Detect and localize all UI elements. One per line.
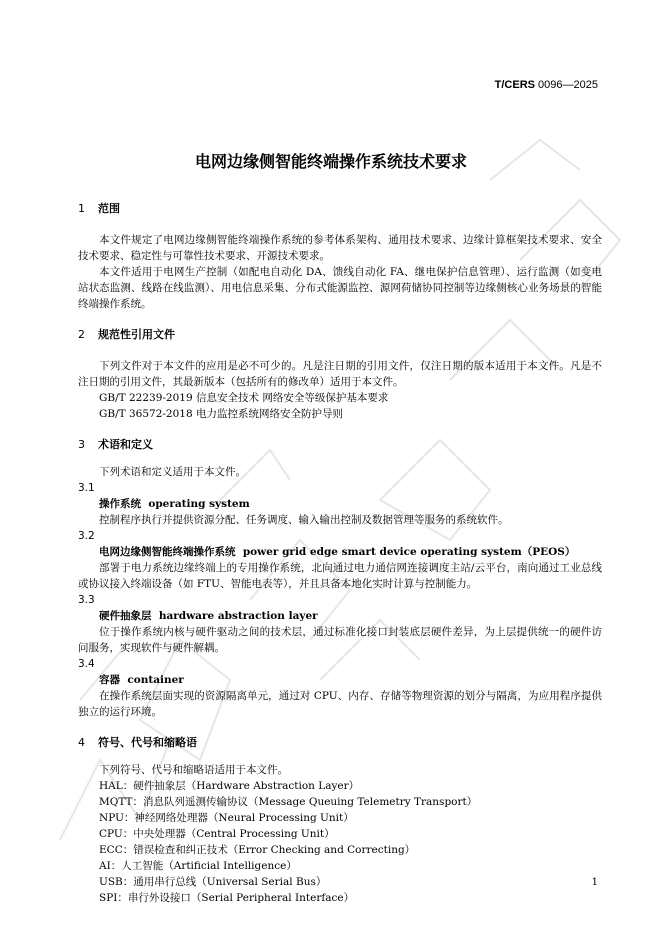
term-title [78, 496, 602, 512]
section-3-heading [78, 436, 602, 454]
document-title: 电网边缘侧智能终端操作系统技术要求 [194, 152, 467, 171]
doc-code: T/CERS [494, 79, 535, 91]
abbreviation-item: MQTT：消息队列遥测传输协议（Message Queuing Telemetry Transport） [99, 796, 478, 808]
section-title: 规范性引用文件 [98, 328, 175, 341]
section-4-heading [78, 734, 602, 752]
document-number [495, 79, 598, 91]
term-zh: 硬件抽象层 [99, 610, 152, 622]
term-definition: 在操作系统层面实现的资源隔离单元，通过对 CPU、内存、存储等物理资源的划分与隔离，为应用程序提供独立的运行环境。 [78, 690, 602, 718]
term-definition: 控制程序执行并提供资源分配、任务调度、输入输出控制及数据管理等服务的系统软件。 [99, 514, 509, 526]
reference-item: GB/T 22239-2019 信息安全技术 网络安全等级保护基本要求 [99, 392, 389, 404]
paragraph: 下列术语和定义适用于本文件。 [99, 466, 246, 478]
document-body [78, 200, 602, 906]
term-number: 3.2 [78, 530, 95, 542]
section-number: 1 [78, 202, 85, 215]
abbreviation-item: AI：人工智能（Artificial Intelligence） [99, 860, 297, 872]
section-title: 范围 [98, 202, 120, 215]
abbreviation-item: SPI：串行外设接口（Serial Peripheral Interface） [99, 892, 355, 904]
section-title: 符号、代号和缩略语 [98, 736, 197, 749]
term-zh: 操作系统 [99, 498, 141, 510]
term-definition: 部署于电力系统边缘终端上的专用操作系统，北向通过电力通信网连接调度主站/云平台，南向通过工业总线或协议接入终端设备（如 FTU、智能电表等），并且具备本地化实时计算与控制能力。 [78, 562, 602, 590]
abbreviation-item: HAL：硬件抽象层（Hardware Abstraction Layer） [99, 780, 360, 792]
section-1-heading [78, 200, 602, 218]
doc-year-number: 0096—2025 [538, 79, 598, 91]
paragraph: 本文件适用于电网生产控制（如配电自动化 DA、馈线自动化 FA、继电保护信息管理）、运行监测（如变电站状态监测、线路在线监测）、用电信息采集、分布式能源监控、源网荷储协同控制等边缘侧核心业务场景的智能终端操作系统。 [78, 266, 602, 310]
term-definition: 位于操作系统内核与硬件驱动之间的技术层，通过标准化接口封装底层硬件差异，为上层提供统一的硬件访问服务，实现软件与硬件解耦。 [78, 626, 602, 654]
section-2-heading [78, 326, 602, 344]
term-number: 3.1 [78, 482, 95, 494]
term-title [78, 672, 602, 688]
paragraph: 本文件规定了电网边缘侧智能终端操作系统的参考体系架构、通用技术要求、边缘计算框架技术要求、安全技术要求、稳定性与可靠性技术要求、开源技术要求。 [78, 234, 602, 262]
term-number: 3.3 [78, 594, 95, 606]
term-title [78, 544, 602, 560]
abbreviation-item: NPU：神经网络处理器（Neural Processing Unit） [99, 812, 354, 824]
term-en: operating system [148, 498, 250, 510]
term-number: 3.4 [78, 658, 95, 670]
abbreviation-item: ECC：错误检查和纠正技术（Error Checking and Correcting） [99, 844, 416, 856]
section-title: 术语和定义 [98, 438, 153, 451]
term-en: container [127, 674, 184, 686]
term-en: hardware abstraction layer [158, 610, 318, 622]
section-number: 2 [78, 328, 85, 341]
section-number: 4 [78, 736, 85, 749]
paragraph: 下列符号、代号和缩略语适用于本文件。 [99, 764, 288, 776]
term-en: power grid edge smart device operating system（PEOS） [242, 546, 576, 558]
term-title [78, 608, 602, 624]
term-zh: 电网边缘侧智能终端操作系统 [99, 546, 236, 558]
section-number: 3 [78, 438, 85, 451]
term-zh: 容器 [99, 674, 120, 686]
abbreviation-item: USB：通用串行总线（Universal Serial Bus） [99, 876, 327, 888]
abbreviation-item: CPU：中央处理器（Central Processing Unit） [99, 828, 335, 840]
page-number: 1 [591, 877, 598, 888]
paragraph: 下列文件对于本文件的应用是必不可少的。凡是注日期的引用文件，仅注日期的版本适用于本文件。凡是不注日期的引用文件，其最新版本（包括所有的修改单）适用于本文件。 [78, 360, 602, 388]
reference-item: GB/T 36572-2018 电力监控系统网络安全防护导则 [99, 408, 343, 420]
